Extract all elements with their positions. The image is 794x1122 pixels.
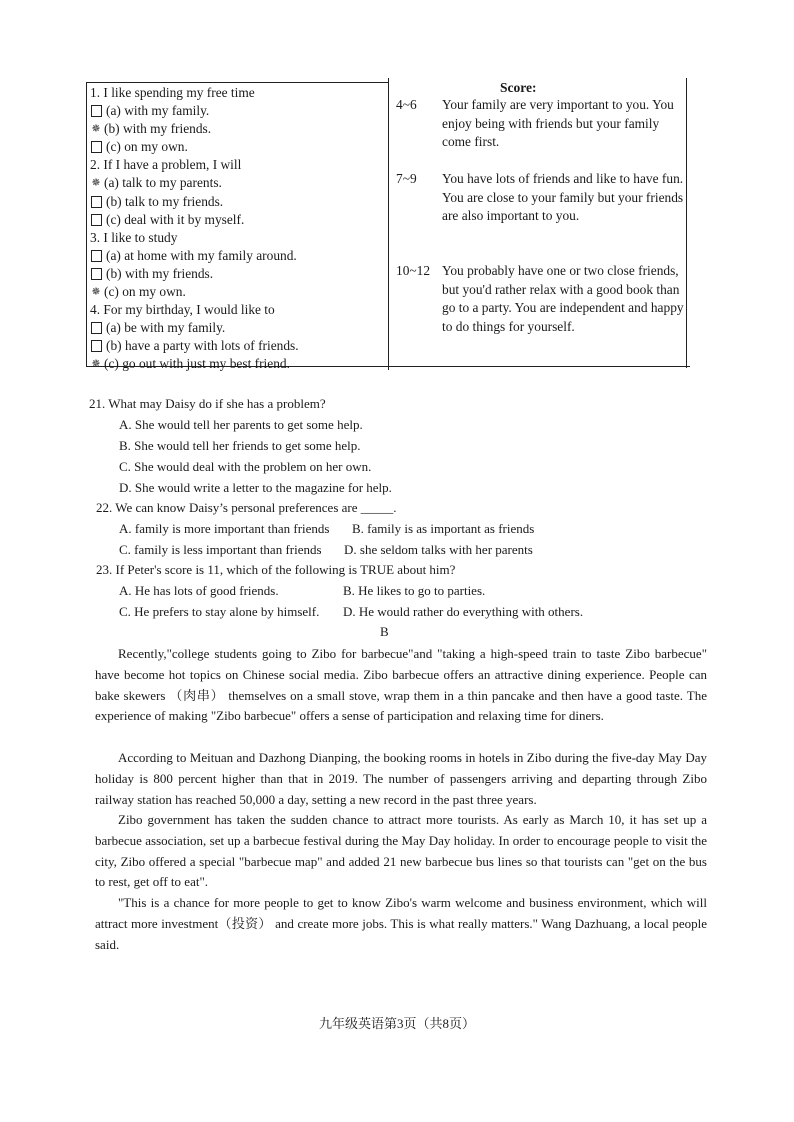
quiz-option bbox=[90, 247, 386, 265]
question-21-option-b: B. She would tell her friends to get some help. bbox=[119, 438, 361, 453]
quiz-question bbox=[90, 229, 386, 247]
quiz-line-text: (a) with my family. bbox=[106, 103, 210, 119]
quiz-line-text: 4. For my birthday, I would like to bbox=[90, 302, 275, 318]
quiz-line-text: (b) talk to my friends. bbox=[106, 193, 224, 209]
quiz-option bbox=[90, 283, 386, 301]
checkbox-empty-icon bbox=[91, 105, 102, 117]
passage-paragraph-2: According to Meituan and Dazhong Dianping, the booking rooms in hotels in Zibo during the five-day May Day holiday is 800 percent higher than that in 2019. The number of passengers arriving and departing through Zibo railway station has reached 50,000 a day, setting a new record in the past three years. bbox=[95, 750, 707, 807]
quiz-question bbox=[90, 156, 386, 174]
quiz-table bbox=[86, 78, 690, 372]
quiz-option bbox=[90, 355, 386, 373]
quiz-questions bbox=[90, 84, 386, 374]
quiz-question bbox=[90, 84, 386, 102]
quiz-line-text: (c) on my own. bbox=[104, 284, 186, 300]
quiz-question bbox=[90, 301, 386, 319]
score-range: 10~12 bbox=[396, 263, 431, 278]
quiz-line-text: (a) at home with my family around. bbox=[106, 247, 297, 263]
passage-paragraph-1: Recently,"college students going to Zibo for barbecue"and "taking a high-speed train to taste Zibo barbecue" have become hot topics on Chinese social media. Zibo barbecue offers an attractive dining experience. People can bake skewers （肉串） themselves on a small stove, wrap them in a thin pancake and then have a good taste. The experience of making "Zibo barbecue" offers a sense of participation and relaxing time for diners. bbox=[95, 646, 707, 724]
question-22-option-d: D. she seldom talks with her parents bbox=[344, 542, 533, 557]
quiz-line-text: (b) with my friends. bbox=[104, 121, 212, 137]
checkbox-empty-icon bbox=[91, 268, 102, 280]
checkbox-empty-icon bbox=[91, 196, 102, 208]
score-range: 4~6 bbox=[396, 97, 417, 112]
checkbox-empty-icon bbox=[91, 322, 102, 334]
passage-paragraph-3: Zibo government has taken the sudden chance to attract more tourists. As early as March 10, it has set up a barbecue association, set up a barbecue festival during the May Day holiday. In order to encourage people to visit the city, Zibo offered a special "barbecue map" and added 21 new barbecue bus lines so that tourists can "get on the bus to rest, get off to eat". bbox=[95, 812, 707, 890]
quiz-line-text: (b) with my friends. bbox=[106, 265, 214, 281]
page-footer: 九年级英语第3页（共8页） bbox=[318, 1016, 475, 1031]
checkbox-ticked-icon: ✵ bbox=[91, 286, 101, 299]
question-23-stem: 23. If Peter's score is 11, which of the following is TRUE about him? bbox=[96, 562, 456, 577]
checkbox-empty-icon bbox=[91, 141, 102, 153]
quiz-line-text: 1. I like spending my free time bbox=[90, 85, 255, 100]
quiz-option bbox=[90, 211, 386, 229]
question-21-stem: 21. What may Daisy do if she has a problem? bbox=[89, 396, 326, 411]
question-22-option-b: B. family is as important as friends bbox=[352, 521, 535, 536]
checkbox-ticked-icon: ✵ bbox=[91, 123, 101, 136]
question-21-option-c: C. She would deal with the problem on her own. bbox=[119, 459, 372, 474]
checkbox-empty-icon bbox=[91, 250, 102, 262]
quiz-line-text: 3. I like to study bbox=[90, 229, 178, 245]
quiz-option bbox=[90, 193, 386, 211]
question-23-option-d: D. He would rather do everything with others. bbox=[343, 604, 584, 619]
quiz-line-text: 2. If I have a problem, I will bbox=[90, 157, 242, 173]
quiz-option bbox=[90, 120, 386, 138]
score-range: 7~9 bbox=[396, 171, 417, 186]
checkbox-ticked-icon: ✵ bbox=[91, 177, 101, 190]
question-22-option-c: C. family is less important than friends bbox=[119, 542, 322, 557]
quiz-option bbox=[90, 319, 386, 337]
quiz-divider bbox=[388, 78, 389, 370]
question-21-option-a: A. She would tell her parents to get some help. bbox=[119, 417, 363, 432]
checkbox-empty-icon bbox=[91, 214, 102, 226]
question-23-option-b: B. He likes to go to parties. bbox=[343, 583, 486, 598]
score-title: Score: bbox=[500, 80, 537, 95]
checkbox-ticked-icon: ✵ bbox=[91, 358, 101, 371]
quiz-option bbox=[90, 174, 386, 192]
quiz-line-text: (c) on my own. bbox=[106, 139, 188, 155]
checkbox-empty-icon bbox=[91, 340, 102, 352]
quiz-line-text: (c) go out with just my best friend. bbox=[104, 356, 290, 372]
quiz-option bbox=[90, 265, 386, 283]
quiz-option bbox=[90, 102, 386, 120]
question-23-option-c: C. He prefers to stay alone by himself. bbox=[119, 604, 320, 619]
question-23-option-a: A. He has lots of good friends. bbox=[119, 583, 279, 598]
question-21-option-d: D. She would write a letter to the magazine for help. bbox=[119, 480, 392, 495]
section-heading: B bbox=[380, 624, 389, 639]
quiz-line-text: (a) be with my family. bbox=[106, 320, 226, 336]
quiz-option bbox=[90, 337, 386, 355]
passage-paragraph-4: "This is a chance for more people to get to know Zibo's warm welcome and business environment, which will attract more investment（投资） and create more jobs. This is what really matters." Wang Dazhuang, a local people said. bbox=[95, 895, 707, 952]
quiz-option bbox=[90, 138, 386, 156]
quiz-line-text: (c) deal with it by myself. bbox=[106, 211, 245, 227]
quiz-line-text: (a) talk to my parents. bbox=[104, 175, 222, 191]
score-desc: You probably have one or two close friends, but you'd rather relax with a good book than go to a party. You are independent and happy to do things for yourself. bbox=[442, 263, 684, 334]
question-22-stem: 22. We can know Daisy’s personal preferences are _____. bbox=[96, 500, 397, 515]
question-22-option-a: A. family is more important than friends bbox=[119, 521, 330, 536]
score-desc: Your family are very important to you. You enjoy being with friends but your family come first. bbox=[442, 97, 674, 150]
quiz-line-text: (b) have a party with lots of friends. bbox=[106, 338, 299, 354]
score-desc: You have lots of friends and like to have fun. You are close to your family but your friends are also important to you. bbox=[442, 171, 684, 224]
